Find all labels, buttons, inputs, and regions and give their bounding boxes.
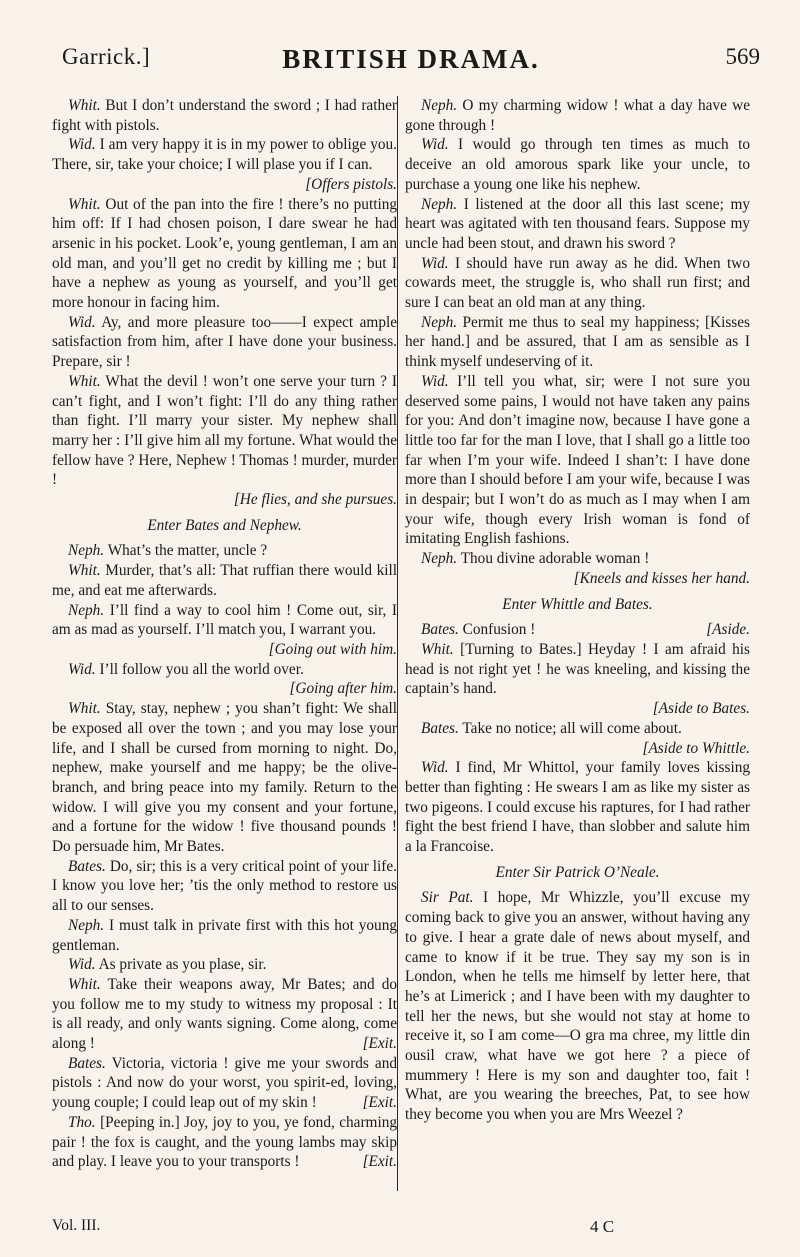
- speech: [405, 719, 750, 739]
- speech: [52, 601, 397, 640]
- speech-text: [Peeping in.] Joy, joy to you, ye fond, charming pair ! the fox is caught, and the young lambs may skip and play. I leave you to your transports !: [52, 1113, 397, 1171]
- speech: [52, 313, 397, 372]
- speech: [52, 975, 397, 1054]
- speaker-name: Neph.: [421, 195, 458, 213]
- speech-text: Murder, that’s all: That ruffian there would kill me, and eat me afterwards.: [52, 562, 397, 599]
- stage-direction: [Going out with him.: [268, 640, 397, 658]
- speaker-name: Whit.: [68, 975, 101, 993]
- speech: [405, 254, 750, 313]
- stage-direction: [Aside to Whittle.: [642, 739, 750, 757]
- speaker-name: Neph.: [421, 550, 458, 568]
- speaker-name: Wid.: [68, 660, 96, 678]
- speaker-name: Wid.: [421, 254, 449, 272]
- speech-text: I am very happy it is in my power to oblige you. There, sir, take your choice; I will plase you if I can.: [52, 136, 397, 174]
- speech-text: Permit me thus to seal my happiness; [Kisses her hand.] and be assured, that I am as sensible as I think myself undeserving of it.: [405, 313, 751, 371]
- speech: [52, 561, 397, 600]
- right-column: [405, 96, 750, 1125]
- speech: [405, 640, 750, 699]
- speaker-name: Whit.: [68, 700, 101, 718]
- stage-direction: [Exit.: [362, 1035, 397, 1053]
- speech: [405, 620, 750, 640]
- speaker-name: Bates.: [68, 857, 106, 875]
- speaker-name: Whit.: [68, 195, 101, 213]
- signature-mark: 4 C: [590, 1217, 615, 1236]
- speech-text: I hope, Mr Whizzle, you’ll excuse my coming back to give you an answer, without having any to give. I hear a grate dale of news about myself, and came to know if it be true. They say my son is in London, when he tells me himself by letter here, that he’s at Limerick ; and I have been with my daughter to tell her the news, but she would not stay at home to receive it, so I am come—O gra ma chree, my little din ousil craw, what have we got here ? a piece of mummery ! Here is my son and daughter too, fait ! What, are you wearing the breeches, Pat, to see how they become you when you are Mrs Weezel ?: [405, 889, 750, 1124]
- column-divider: [397, 96, 398, 1191]
- speaker-name: Wid.: [421, 372, 449, 390]
- speaker-name: Bates.: [421, 621, 459, 639]
- volume-footer: Vol. III.: [52, 1217, 101, 1234]
- running-title: BRITISH DRAMA.: [282, 44, 540, 74]
- speech: [52, 916, 397, 955]
- speaker-name: Bates.: [68, 1054, 106, 1072]
- speech-text: I must talk in private first with this hot young gentleman.: [52, 916, 398, 954]
- speech: [405, 195, 750, 254]
- speech-text: I listened at the door all this last scene; my heart was agitated with ten thousand fears. Suppose my uncle had been stout, and drawn his sword ?: [405, 195, 750, 252]
- speech: [52, 1113, 397, 1172]
- speaker-name: Whit.: [68, 372, 101, 390]
- speaker-name: Whit.: [68, 97, 101, 114]
- speech-text: I find, Mr Whittol, your family loves kissing better than fighting : He swears I am as like my sister as two pigeons. I could excuse his raptures, for I had rather fight the best friend I have, than slobber and salute him a la Francoise.: [405, 759, 750, 856]
- speaker-name: Wid.: [68, 136, 96, 154]
- speech-text: I should have run away as he did. When two cowards meet, the struggle is, who shall run first; and sure I can beat an old man at any thing.: [405, 254, 750, 312]
- speech: [52, 1054, 397, 1113]
- speaker-name: Tho.: [68, 1113, 96, 1131]
- speech: [52, 372, 397, 490]
- speaker-name: Bates.: [421, 719, 459, 737]
- speech: [52, 857, 397, 916]
- speech-text: I would go through ten times as much to deceive an old amorous spark like your uncle, to purchase a young one like his nephew.: [405, 136, 750, 193]
- speaker-name: Whit.: [68, 562, 101, 580]
- speech-text: Victoria, victoria ! give me your swords and pistols : And now do your worst, you spirit-ed, loving, young couple; I could leap out of my skin !: [52, 1054, 397, 1112]
- speech: [52, 96, 397, 135]
- speaker-name: Neph.: [421, 97, 458, 114]
- stage-direction: [Offers pistols.: [305, 175, 397, 193]
- speech-text: Ay, and more pleasure too——I expect ample satisfaction from him, after I have done your business. Prepare, sir !: [52, 313, 398, 371]
- speaker-name: Wid.: [421, 759, 449, 777]
- stage-direction: [Aside.: [706, 621, 750, 639]
- running-header: [62, 44, 760, 84]
- page-number: 569: [725, 44, 760, 69]
- left-column: [52, 96, 397, 1172]
- stage-direction: [Aside to Bates.: [652, 700, 750, 718]
- speech: [52, 660, 397, 680]
- speech: [405, 758, 750, 857]
- speech: [52, 955, 397, 975]
- speaker-name: Wid.: [68, 313, 96, 331]
- stage-entrance: Enter Bates and Nephew.: [147, 516, 302, 534]
- speech: [52, 135, 397, 174]
- speaker-name: Whit.: [421, 640, 454, 658]
- stage-direction: [Exit.: [362, 1153, 397, 1171]
- speech: [405, 372, 750, 549]
- speech: [405, 888, 750, 1124]
- speech-text: Out of the pan into the fire ! there’s no putting him off: If I had chosen poison, I dare swear he had arsenic in his pocket. Look’e, young gentleman, I am an old man, and you’ll get no credit by killing me ; but I have a nephew as young as yourself, and you’ll get more honour in facing him.: [52, 195, 397, 312]
- speaker-name: Neph.: [68, 916, 105, 934]
- stage-entrance: Enter Whittle and Bates.: [502, 595, 653, 613]
- speech-text: As private as you plase, sir.: [98, 956, 267, 974]
- speech-text: But I don’t understand the sword ; I had rather fight with pistols.: [52, 97, 398, 134]
- speaker-name: Wid.: [68, 956, 96, 974]
- speech-text: Take their weapons away, Mr Bates; and do you follow me to my study to witness my proposal : It is all ready, and only wants signing. Come along, come along !: [52, 975, 397, 1053]
- speech-text: Do, sir; this is a very critical point of your life. I know you love her; ’tis the only method to restore us all to our senses.: [52, 857, 397, 915]
- speech-text: What the devil ! won’t one serve your turn ? I can’t fight, and I won’t fight: I’ll do any thing rather than fight. I’ll marry your sister. My nephew shall marry her : I’ll give him all my fortune. What would the fellow have ? Here, Nephew ! Thomas ! murder, murder !: [52, 372, 397, 489]
- speech: [405, 135, 750, 194]
- stage-direction: [Going after him.: [289, 680, 397, 698]
- speech-text: O my charming widow ! what a day have we gone through !: [405, 97, 750, 134]
- speech-text: Confusion !: [462, 621, 536, 639]
- speech-text: Thou divine adorable woman !: [460, 550, 650, 568]
- speech: [52, 699, 397, 857]
- speech-text: Take no notice; all will come about.: [462, 719, 682, 737]
- speaker-name: Wid.: [421, 136, 449, 154]
- speech: [52, 195, 397, 313]
- speech-text: I’ll tell you what, sir; were I not sure you deserved some pains, I would not have taken any pains for you: And don’t imagine now, because I have gone a little too far for the man I love, that I shall go a little too far when I’m your wife. Indeed I shan’t: I have done more than I should before I am your wife, because I was in despair; but I won’t do as much as I may when I am your wife, though every Irish woman is fond of imitating English fashions.: [405, 372, 750, 548]
- speech: [52, 541, 397, 561]
- speaker-name: Neph.: [68, 601, 105, 619]
- stage-direction: [Kneels and kisses her hand.: [573, 569, 750, 587]
- speech: [405, 96, 750, 135]
- speech-text: I’ll follow you all the world over.: [99, 660, 304, 678]
- stage-entrance: Enter Sir Patrick O’Neale.: [495, 863, 660, 881]
- speaker-name: Neph.: [421, 313, 458, 331]
- speech-text: Stay, stay, nephew ; you shan’t fight: We shall be exposed all over the town ; and you may lose your life, and I shall be cursed from morning to night. Do, nephew, make yourself and me happy; be the olive-branch, and bring peace into my family. Return to the widow. I will give you my consent and your fortune, and a fortune for the widow ! five thousand pounds ! Do persuade him, Mr Bates.: [52, 700, 397, 856]
- running-head-left: Garrick.]: [62, 44, 151, 69]
- speaker-name: Neph.: [68, 542, 105, 560]
- stage-direction: [Exit.: [362, 1094, 397, 1112]
- speaker-name: Sir Pat.: [421, 889, 474, 907]
- speech: [405, 313, 750, 372]
- stage-direction: [He flies, and she pursues.: [233, 491, 397, 509]
- speech-text: [Turning to Bates.] Heyday ! I am afraid his head is not right yet ! he was kneeling, and kissing the captain’s hand.: [405, 640, 751, 698]
- speech-text: I’ll find a way to cool him ! Come out, sir, I am as mad as yourself. I’ll match you, I warrant you.: [52, 601, 398, 639]
- speech-text: What’s the matter, uncle ?: [107, 542, 268, 560]
- speech: [405, 549, 750, 569]
